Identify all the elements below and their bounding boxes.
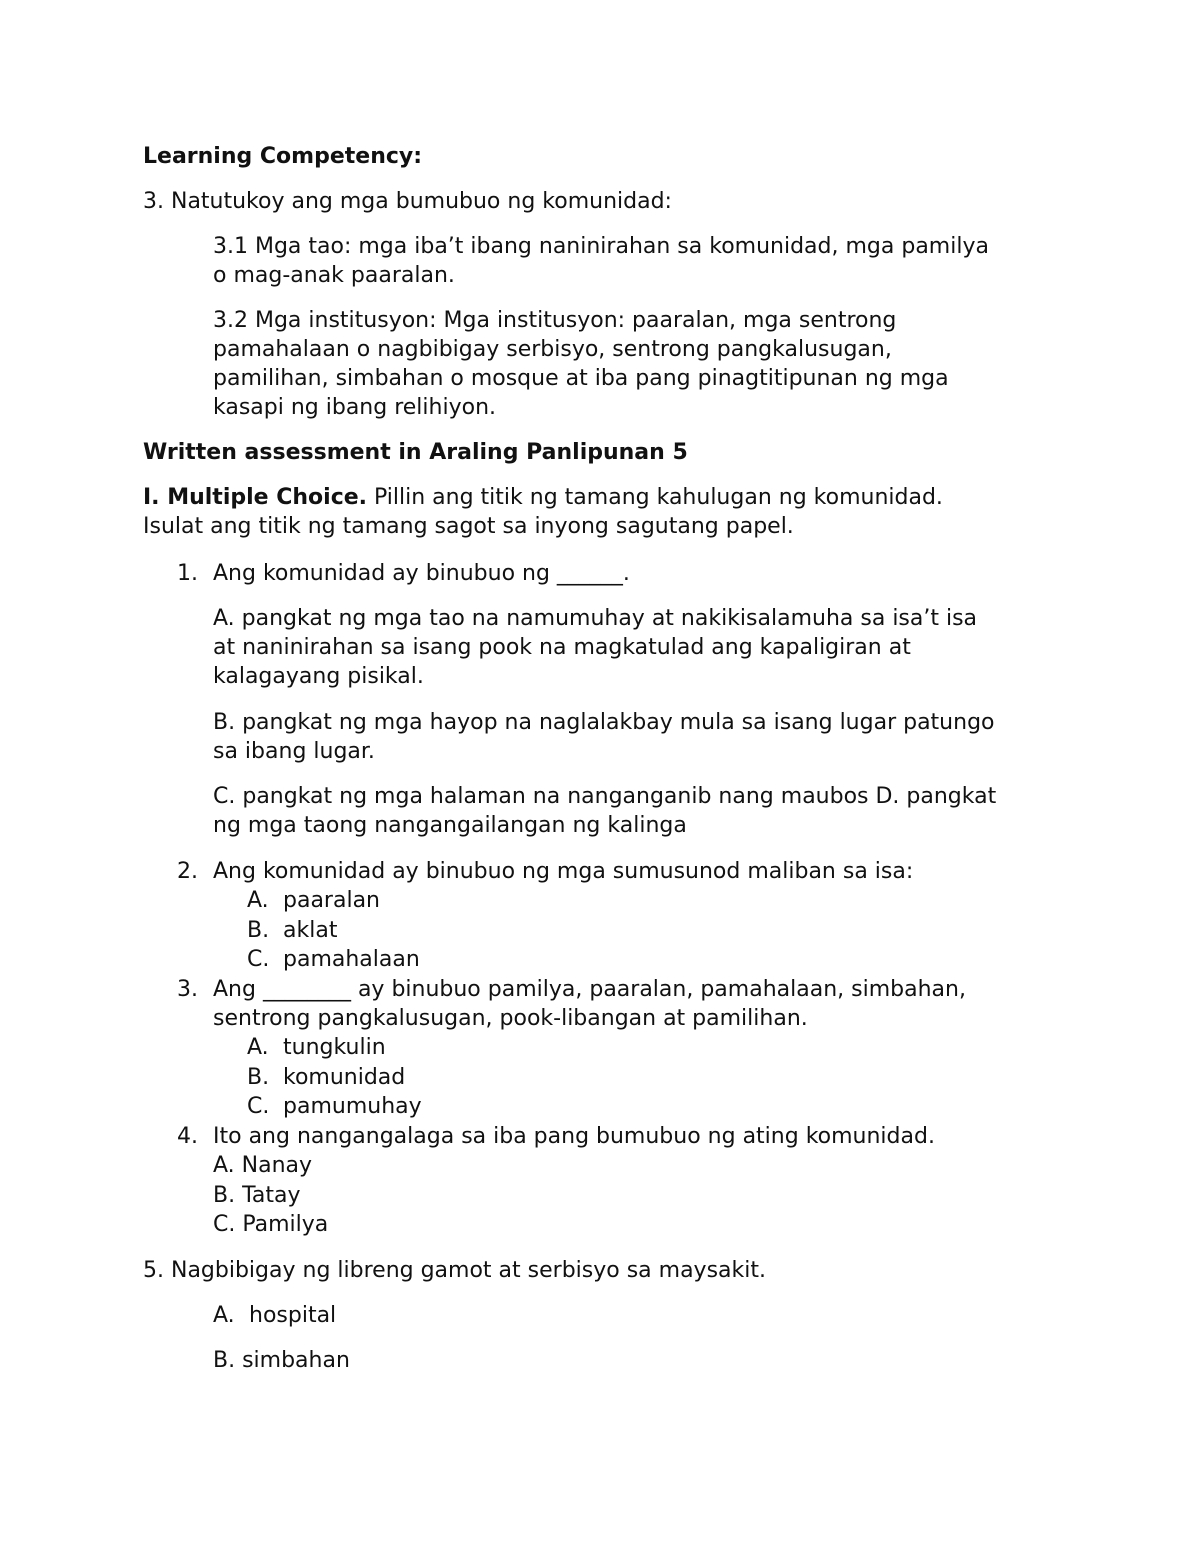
q3-option-a-letter: A. [247,1035,269,1060]
q2-option-b-letter: B. [247,918,270,943]
q3-option-c-letter: C. [247,1094,270,1119]
q4-option-c: C. Pamilya [213,1212,329,1237]
section-label: I. Multiple Choice. [143,485,368,510]
q1-option-b-line2: sa ibang lugar. [213,739,375,764]
q1-text: Ang komunidad ay binubuo ng ______. [213,561,630,586]
competency-3-2-line3: pamilihan, simbahan o mosque at iba pang pinagtitipunan ng mga [213,366,949,391]
q1-option-c-line1: C. pangkat ng mga halaman na nanganganib nang maubos D. pangkat [213,784,997,809]
q3-option-c-text: pamumuhay [283,1094,422,1119]
instructions-text: Pillin ang titik ng tamang kahulugan ng komunidad. [367,485,943,510]
q2-text: Ang komunidad ay binubuo ng mga sumusunod maliban sa isa: [213,859,914,884]
q2-option-c-text: pamahalaan [283,947,420,972]
q5-option-a-letter: A. [213,1303,235,1328]
q2-option-b-text: aklat [283,918,338,943]
q3-option-b-letter: B. [247,1065,270,1090]
q3-text-line2: sentrong pangkalusugan, pook-libangan at pamilihan. [213,1006,808,1031]
q4-option-b: B. Tatay [213,1183,301,1208]
q1-option-a-line3: kalagayang pisikal. [213,664,424,689]
q1-option-a-line2: at naninirahan sa isang pook na magkatulad ang kapaligiran at [213,635,911,660]
q4-number: 4. [177,1124,198,1149]
instructions-line2: Isulat ang titik ng tamang sagot sa inyong sagutang papel. [143,514,794,539]
competency-3-2-line2: pamahalaan o nagbibigay serbisyo, sentrong pangkalusugan, [213,337,892,362]
instructions-line1 [143,483,943,513]
q1-option-c-line2: ng mga taong nangangailangan ng kalinga [213,813,687,838]
q3-option-a-text: tungkulin [283,1035,386,1060]
q5-option-a-text: hospital [249,1303,337,1328]
q2-number: 2. [177,859,198,884]
q1-option-b-line1: B. pangkat ng mga hayop na naglalakbay mula sa isang lugar patungo [213,710,995,735]
q2-option-c-letter: C. [247,947,270,972]
q4-text: Ito ang nangangalaga sa iba pang bumubuo ng ating komunidad. [213,1124,935,1149]
learning-competency-heading: Learning Competency: [143,144,423,169]
competency-3-2-line4: kasapi ng ibang relihiyon. [213,395,497,420]
competency-item-3: 3. Natutukoy ang mga bumubuo ng komunidad: [143,189,672,214]
q3-number: 3. [177,977,198,1002]
competency-3-2-line1: 3.2 Mga institusyon: Mga institusyon: paaralan, mga sentrong [213,308,897,333]
q3-option-b-text: komunidad [283,1065,406,1090]
q2-option-a-text: paaralan [283,888,380,913]
q1-number: 1. [177,561,198,586]
q4-option-a: A. Nanay [213,1153,313,1178]
q3-text-line1: Ang ________ ay binubuo pamilya, paaralan, pamahalaan, simbahan, [213,977,966,1002]
competency-3-1-line2: o mag-anak paaralan. [213,263,455,288]
q2-option-a-letter: A. [247,888,269,913]
assessment-title: Written assessment in Araling Panlipunan 5 [143,440,688,465]
q5-text: 5. Nagbibigay ng libreng gamot at serbisyo sa maysakit. [143,1258,766,1283]
competency-3-1-line1: 3.1 Mga tao: mga iba’t ibang naninirahan sa komunidad, mga pamilya [213,234,989,259]
q5-option-b: B. simbahan [213,1348,350,1373]
q1-option-a-line1: A. pangkat ng mga tao na namumuhay at nakikisalamuha sa isa’t isa [213,606,978,631]
